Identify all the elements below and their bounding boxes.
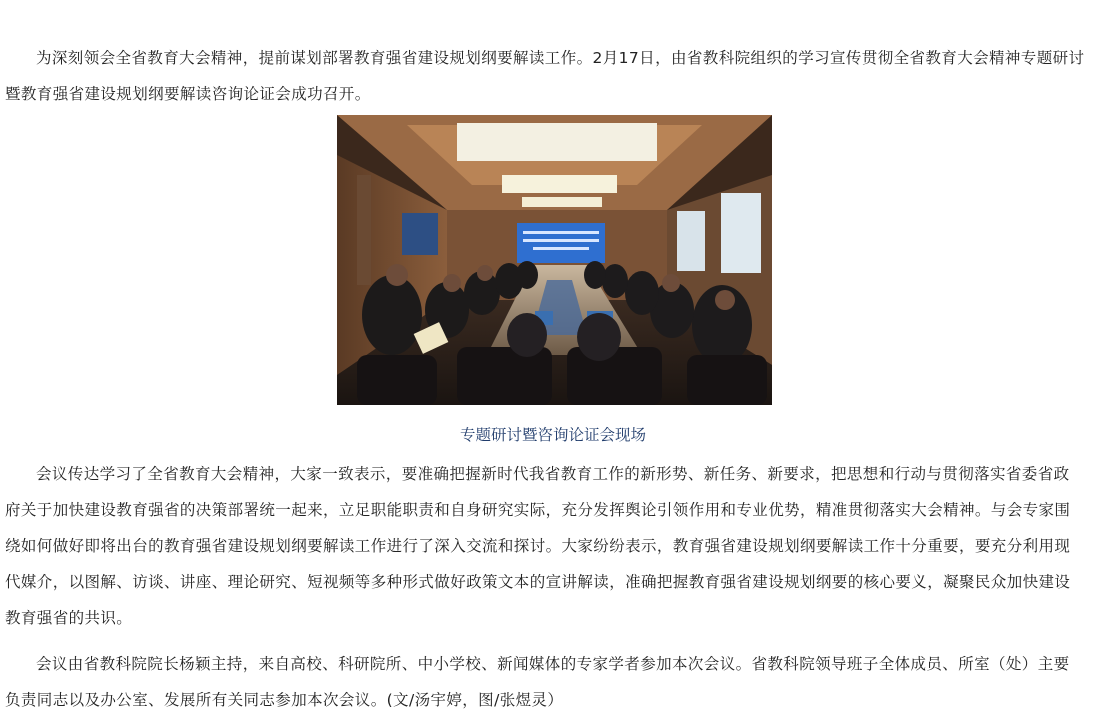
article-paragraph-intro: 为深刻领会全省教育大会精神，提前谋划部署教育强省建设规划纲要解读工作。2月17日，由省教科院组织的学习宣传贯彻全省教育大会精神专题研讨暨教育强省建设规划纲要解读咨询论证会成功召开。 [5,49,1085,103]
photo-caption: 专题研讨暨咨询论证会现场 [459,426,646,444]
article-paragraph-attendance: 会议由省教科院院长杨颖主持，来自高校、科研院所、中小学校、新闻媒体的专家学者参加本次会议。省教科院领导班子全体成员、所室（处）主要负责同志以及办公室、发展所有关同志参加本次会议。(文/汤宇婷，图/张煜灵） [5,655,1070,709]
article-paragraph-discussion: 会议传达学习了全省教育大会精神，大家一致表示，要准确把握新时代我省教育工作的新形势、新任务、新要求，把思想和行动与贯彻落实省委省政府关于加快建设教育强省的决策部署统一起来，立足职能职责和自身研究实际，充分发挥舆论引领作用和专业优势，精准贯彻落实大会精神。与会专家围绕如何做好即将出台的教育强省建设规划纲要解读工作进行了深入交流和探讨。大家纷纷表示，教育强省建设规划纲要解读工作十分重要，要充分利用现代媒介，以图解、访谈、讲座、理论研究、短视频等多种形式做好政策文本的宣讲解读，准确把握教育强省建设规划纲要的核心要义，凝聚民众加快建设教育强省的共识。 [5,465,1071,627]
meeting-photo-illustration [337,115,772,405]
meeting-photo [337,115,772,405]
